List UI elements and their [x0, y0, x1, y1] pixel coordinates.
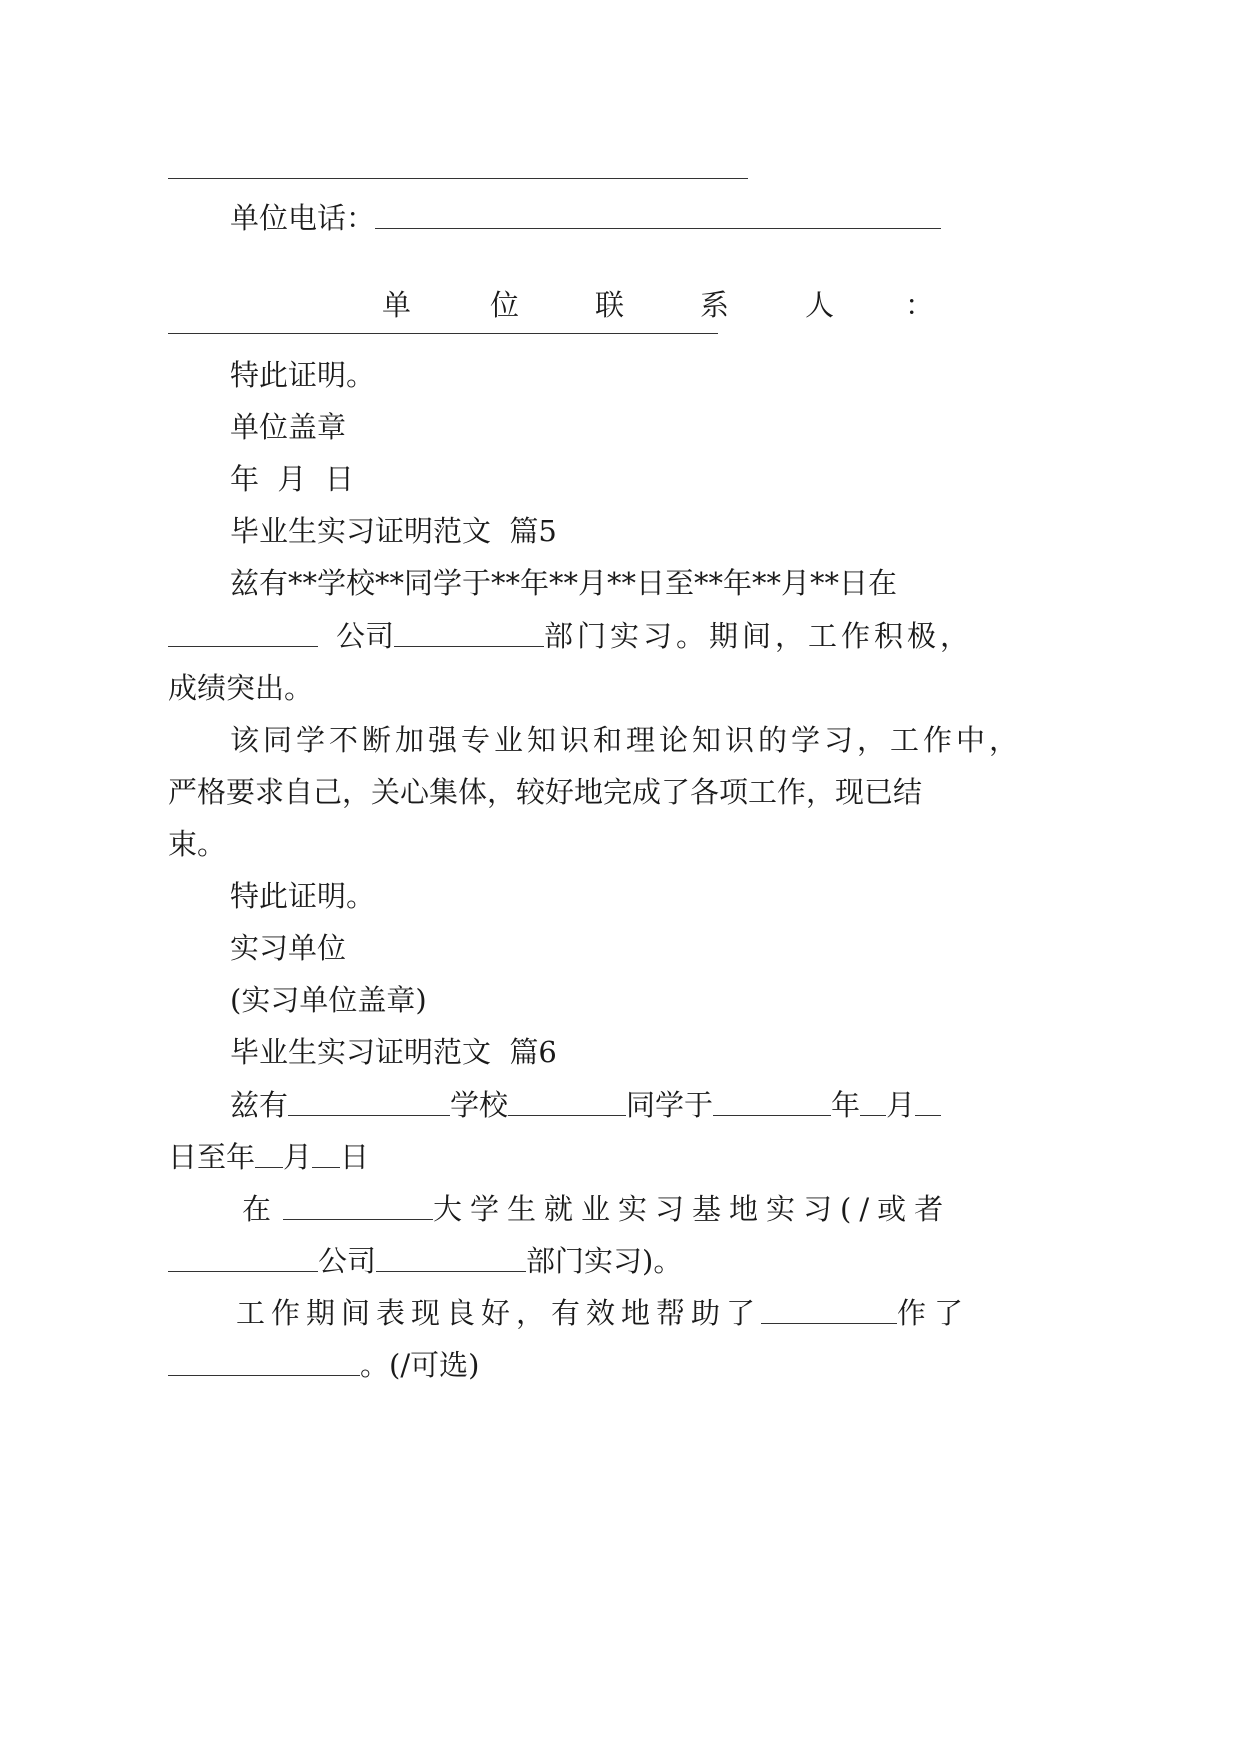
helped-blank: [761, 1293, 897, 1333]
day-blank: [915, 1085, 941, 1125]
section5-seal: (实习单位盖章): [230, 983, 427, 1017]
company-blank-2: [168, 1241, 318, 1281]
section6-l2-text: 月: [283, 1140, 313, 1174]
section5-p1-line2: [168, 616, 973, 656]
section6-line2: [168, 1137, 369, 1177]
unit-phone-label: 单位电话：: [230, 201, 376, 235]
section6-l2-text: 日: [340, 1140, 370, 1174]
date-line: 年 月 日: [230, 462, 354, 496]
end-day-blank: [312, 1137, 340, 1177]
section5-p2-line3: 束。: [168, 827, 227, 861]
month-blank: [860, 1085, 886, 1125]
work-blank: [168, 1345, 360, 1385]
end-month-blank: [255, 1137, 283, 1177]
unit-contact-char: 单: [382, 288, 412, 322]
base-blank: [283, 1189, 433, 1229]
unit-contact-char: 位: [490, 288, 520, 322]
section6-l2-text: 日至年: [168, 1140, 256, 1174]
section6-l1-text: 兹有: [230, 1088, 289, 1122]
unit-phone-blank: [375, 198, 941, 238]
section6-l1-text: 月: [886, 1088, 916, 1122]
section6-line6: [168, 1345, 479, 1385]
unit-contact-char: 系: [700, 288, 730, 322]
section6-heading: 毕业生实习证明范文 篇6: [230, 1035, 557, 1069]
section6-l1-text: 年: [831, 1088, 861, 1122]
section5-p1-line3: 成绩突出。: [168, 671, 314, 705]
blank-rule-top: [168, 178, 748, 179]
section6-line1: [230, 1085, 941, 1125]
section6-l3-text: 大学生就业实习基地实习(/或者: [433, 1192, 952, 1226]
certify-text: 特此证明。: [230, 358, 376, 392]
school-blank: [288, 1085, 450, 1125]
section5-heading: 毕业生实习证明范文 篇5: [230, 514, 557, 548]
department-blank-2: [376, 1241, 526, 1281]
unit-contact-char: ：: [905, 288, 935, 322]
section6-l4-text: 公司: [318, 1244, 377, 1278]
year-blank: [713, 1085, 831, 1125]
section6-l4-text: 部门实习)。: [526, 1244, 683, 1278]
section6-l5-text: 作了: [897, 1296, 972, 1330]
section6-l6-text: 。(/可选): [360, 1348, 480, 1382]
section5-p2-line1: 该同学不断加强专业知识和理论知识的学习，工作中，: [230, 723, 1023, 757]
section5-p1-line1: 兹有**学校**同学于**年**月**日至**年**月**日在: [230, 566, 898, 600]
section6-l3-text: 在: [242, 1192, 272, 1226]
unit-phone-line: [230, 198, 941, 238]
section5-p1-line2-tail: 部门实习。期间，工作积极，: [544, 619, 974, 653]
section6-l1-text: 学校: [450, 1088, 509, 1122]
unit-contact-char: 人: [805, 288, 835, 322]
section5-certify: 特此证明。: [230, 879, 376, 913]
section5-p2-line2: 严格要求自己，关心集体，较好地完成了各项工作，现已结: [168, 775, 923, 809]
department-blank: [394, 616, 544, 656]
section6-line3: [242, 1189, 951, 1229]
unit-seal-text: 单位盖章: [230, 410, 347, 444]
section6-l5-text: 工作期间表现良好，有效地帮助了: [236, 1296, 762, 1330]
unit-contact-char: 联: [595, 288, 625, 322]
unit-contact-blank: [168, 333, 718, 334]
student-blank: [508, 1085, 626, 1125]
section6-l1-text: 同学于: [626, 1088, 714, 1122]
section6-line5: [236, 1293, 971, 1333]
company-blank: [168, 616, 318, 656]
section5-unit: 实习单位: [230, 931, 347, 965]
section6-line4: [168, 1241, 682, 1281]
company-label: 公司: [336, 619, 395, 653]
